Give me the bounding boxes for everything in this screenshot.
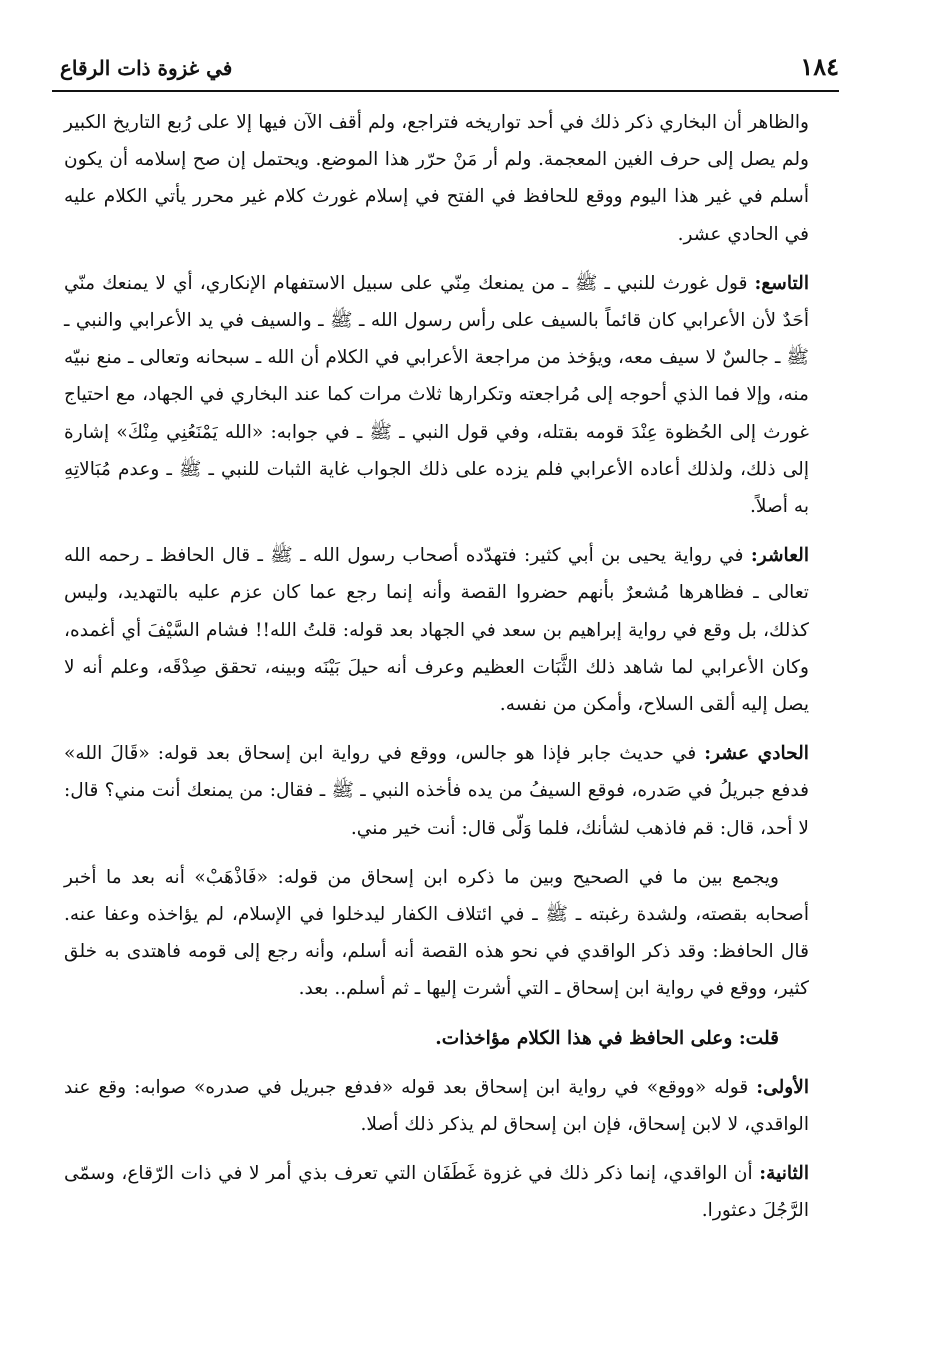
paragraph-lead: الحادي عشر: <box>704 743 809 765</box>
page-header <box>52 46 839 92</box>
paragraph-text: قلت: وعلى الحافظ في هذا الكلام مؤاخذات. <box>435 1027 779 1049</box>
paragraph-text: في رواية يحيى بن أبي كثير: فتهدّده أصحاب رسول الله ـ ﷺ ـ قال الحافظ ـ رحمه الله تعالى ـ فظاهرها مُشعرٌ بأنهم حضروا القصة وأنه إنما رجع عما كان عزم عليه بالتهديد، وليس كذلك، بل وقع في رواية إبراهيم بن سعد في الجهاد بعد قوله: قلتُ الله!! فشام السَّيْفَ أي أغمده، وكان الأعرابي لما شاهد ذلك الثَّبَات العظيم وعرف أنه حيلَ بَيْنَه وبينه، تحقق صِدْقَه، وعلم أنه لا يصل إليه ألقى السلاح، وأمكن من نفسه. <box>64 545 809 716</box>
paragraph-text: أن الواقدي، إنما ذكر ذلك في غزوة غَطَفَان التي تعرف بذي أمر لا في ذات الرّقاع، وسمّى الرَّجُلَ دعثورا. <box>64 1163 809 1222</box>
paragraph-text: والظاهر أن البخاري ذكر ذلك في أحد تواريخه فتراجع، ولم أقف الآن فيها إلا على رُبع التاريخ الكبير ولم يصل إلى حرف الغين المعجمة. ولم أر مَنْ حرّر هذا الموضع. ويحتمل إن صح إسلامه أن يكون أسلم في غير هذا اليوم ووقع للحافظ في الفتح في إسلام غورث كلام غير محرر يأتي الكلام عليه في الحادي عشر. <box>64 112 809 245</box>
paragraph-ashir <box>64 537 809 723</box>
paragraph-tasi <box>64 265 809 525</box>
paragraph-lead: الثانية: <box>759 1163 809 1185</box>
paragraph-lead: الأولى: <box>756 1076 809 1098</box>
section-heading <box>64 1020 779 1057</box>
paragraph-second-note <box>64 1155 809 1229</box>
paragraph-text: في حديث جابر فإذا هو جالس، ووقع في رواية ابن إسحاق بعد قوله: «قَالَ الله» فدفع جبريلُ في صَدره، فوقع السيفُ من يده فأخذه النبي ـ ﷺ ـ فقال: من يمنعك أنت مني؟ قال: لا أحد، قال: قم فاذهب لشأنك، فلما وَلّى قال: أنت خير مني. <box>64 743 809 839</box>
page-number: ١٨٤ <box>800 52 839 81</box>
paragraph-text: قول غورث للنبي ـ ﷺ ـ من يمنعك مِنّي على سبيل الاستفهام الإنكاري، أي لا يمنعك منّي أحَدٌ لأن الأعرابي كان قائماً بالسيف على رأس رسول الله ـ ﷺ ـ والسيف في يد الأعرابي والنبي ـ ﷺ ـ جالسٌ لا سيف معه، ويؤخذ من مراجعة الأعرابي في الكلام أن الله ـ سبحانه وتعالى ـ منع نبيّه منه، وإلا فما الذي أحوجه إلى مُراجعته وتكرارها ثلاث مرات كما عند البخاري في الجهاد، مع احتياج غورث إلى الحُظوة عِنْدَ قومه بقتله، وفي قول النبي ـ ﷺ ـ في جوابه: «الله يَمْنَعُنِي مِنْكَ» إشارة إلى ذلك، ولذلك أعاده الأعرابي فلم يزده على ذلك الجواب غاية الثبات للنبي ـ ﷺ ـ وعدم مُبَالاتِهِ به أصلاً. <box>64 272 809 518</box>
body-text <box>64 104 809 1242</box>
paragraph-hadi-ashar <box>64 735 809 847</box>
paragraph-1 <box>64 104 809 253</box>
paragraph-lead: العاشر: <box>750 545 809 567</box>
running-title: في غزوة ذات الرقاع <box>60 56 233 80</box>
paragraph-first-note <box>64 1069 809 1143</box>
paragraph-text: قوله «ووقع» في رواية ابن إسحاق بعد قوله «فدفع جبريل في صدره» صوابه: وقع عند الواقدي، لا لابن إسحاق، فإن ابن إسحاق لم يذكر ذلك أصلا. <box>64 1076 809 1136</box>
paragraph-reconciliation <box>64 859 809 1008</box>
paragraph-text: ويجمع بين ما في الصحيح وبين ما ذكره ابن إسحاق من قوله: «فَاذْهَبْ» أنه بعد ما أخبر أصحابه بقصته، ولشدة رغبته ـ ﷺ ـ في ائتلاف الكفار ليدخلوا في الإسلام، لم يؤاخذه وعفا عنه. قال الحافظ: وقد ذكر الواقدي في نحو هذه القصة أنه أسلم، وأنه رجع إلى قومه فاهتدى به خلق كثير، ووقع في رواية ابن إسحاق ـ التي أشرت إليها ـ ثم أسلم.. بعد. <box>64 866 809 1000</box>
paragraph-lead: التاسع: <box>754 272 809 294</box>
